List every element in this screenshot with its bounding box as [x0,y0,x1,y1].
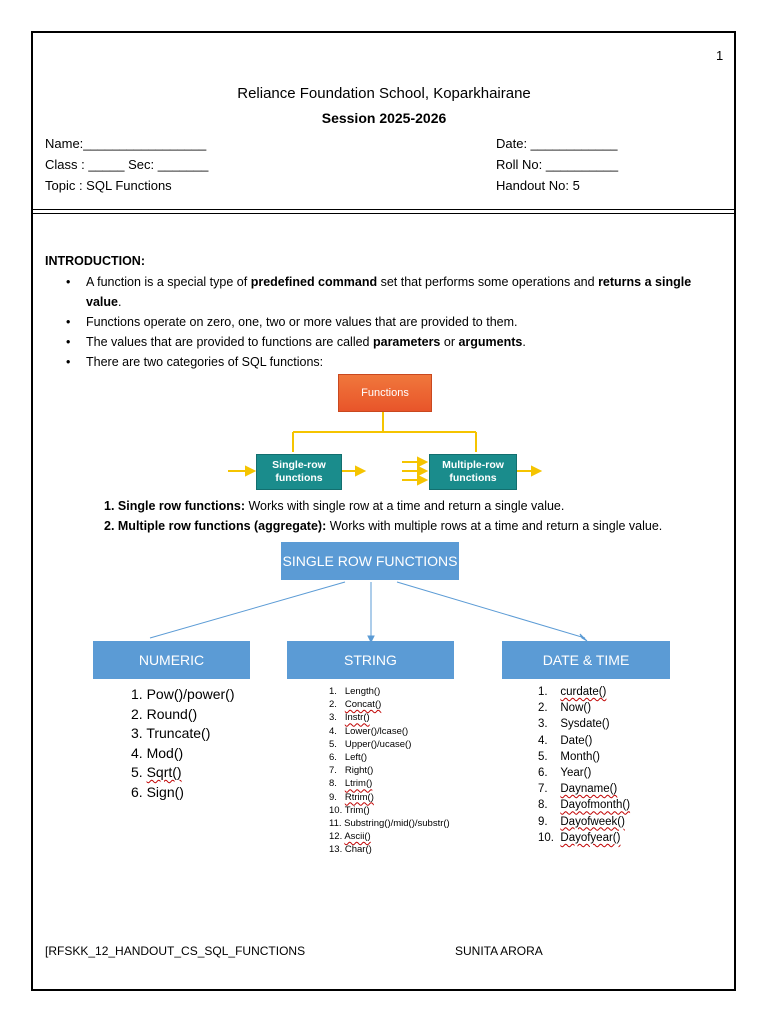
list-item: • There are two categories of SQL functions: [60,352,710,372]
string-list [329,685,450,857]
list-item: 7. Right() [329,765,374,777]
date-time-list [538,684,630,846]
list-item: 4. Date() [538,734,593,747]
list-item: 5. Month() [538,750,600,763]
list-item: 2. Concat() [329,699,382,711]
numeric-box: NUMERIC [93,641,250,679]
list-item: 4. Lower()/lcase() [329,725,409,737]
single-row-functions-box: SINGLE ROW FUNCTIONS [281,542,459,580]
list-item: 12. Ascii() [329,831,371,843]
list-item: • A function is a special type of predefined command set that performs some operations and returns a single value. [60,272,710,312]
list-item: 4. Mod() [131,744,184,761]
list-item: 6. Left() [329,752,368,764]
list-item: 3. Truncate() [131,725,211,741]
topic-field: Topic : SQL Functions [45,178,172,193]
list-item: 1. Pow()/power() [131,686,235,702]
list-item: 8. Ltrim() [329,778,373,790]
list-item: 2. Now() [538,702,592,715]
list-item: 10. Trim() [329,804,370,816]
list-item: 1. Length() [329,686,381,697]
list-item: 1. curdate() [538,686,607,698]
date-time-box: DATE & TIME [502,641,670,679]
handout-field: Handout No: 5 [496,178,580,193]
intro-heading: INTRODUCTION: [45,254,145,268]
list-item: 9. Rtrim() [329,791,374,803]
list-item: 5. Upper()/ucase() [329,738,412,750]
school-name: Reliance Foundation School, Koparkhairane [237,85,531,102]
list-item: 6. Sign() [131,783,184,800]
list-item: 5. Sqrt() [131,764,182,780]
roll-field: Roll No: __________ [496,157,619,172]
list-item: 10. Dayofyear() [538,831,621,844]
list-item: 13. Char() [329,844,372,856]
class-field: Class : _____ Sec: _______ [45,157,209,172]
functions-box: Functions [338,374,432,412]
list-item: 6. Year() [538,767,592,780]
page-number: 1 [716,48,724,63]
list-item: 8. Dayofmonth() [538,799,631,812]
list-item: • The values that are provided to functions are called parameters or arguments. [60,332,710,352]
category-single: 1. Single row functions: Works with single row at a time and return a single value. [104,499,565,513]
string-box: STRING [287,641,454,679]
footer-author: SUNITA ARORA [455,944,543,958]
list-item: 9. Dayofweek() [538,815,625,828]
numeric-list [131,685,234,802]
list-item: 11. Substring()/mid()/substr() [329,818,450,830]
category-multiple: 2. Multiple row functions (aggregate): Works with multiple rows at a time and return a single value. [104,519,663,533]
session-title: Session 2025-2026 [321,110,447,126]
name-field: Name:_________________ [45,136,207,151]
multiple-row-box: Multiple-row functions [429,454,517,490]
list-item: 7. Dayname() [538,783,618,796]
list-item: • Functions operate on zero, one, two or more values that are provided to them. [60,312,710,332]
date-field: Date: ____________ [496,136,618,151]
footer-code: [RFSKK_12_HANDOUT_CS_SQL_FUNCTIONS [45,944,306,958]
list-item: 3. Instr() [329,712,370,724]
list-item: 3. Sysdate() [538,718,610,731]
list-item: 2. Round() [131,705,198,722]
single-row-box: Single-row functions [256,454,342,490]
